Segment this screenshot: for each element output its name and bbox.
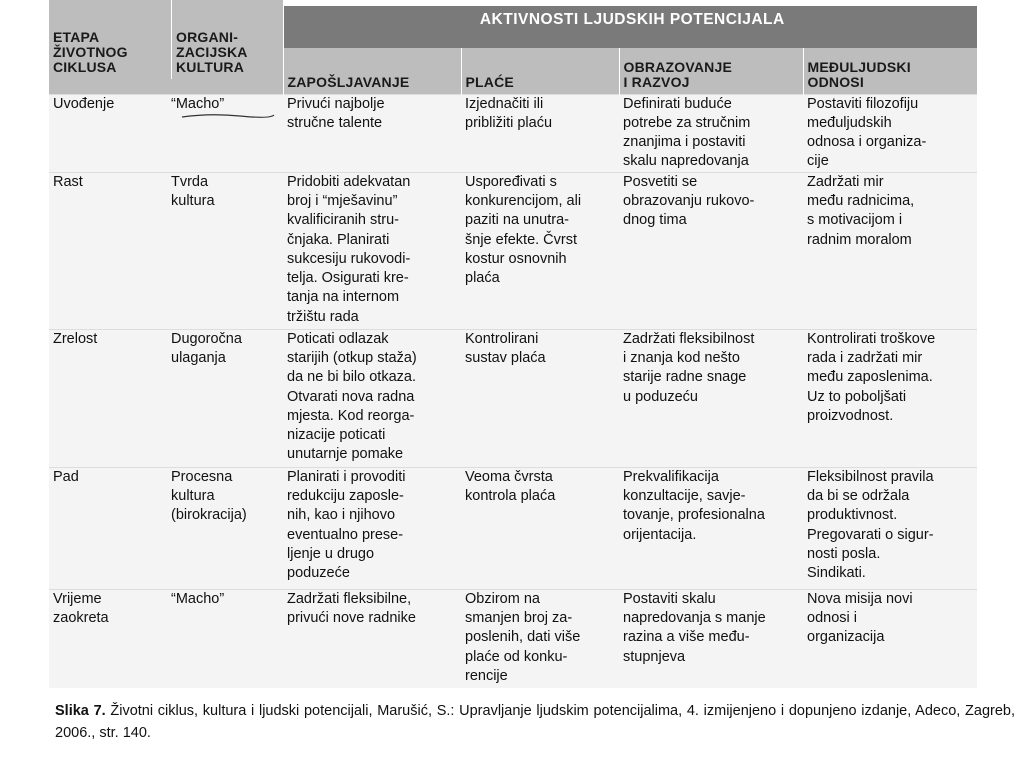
cell-stage: Zrelost — [53, 330, 98, 347]
cell-salaries: Uspoređivati s konkurencijom, ali paziti na unutra- šnje efekte. Čvrst kostur osnovnih plaća — [465, 173, 582, 287]
figure-caption — [55, 700, 1015, 744]
cell-relations: Kontrolirati troškove rada i zadržati mir među zaposlenima. Uz to poboljšati proizvodnost. — [807, 330, 936, 424]
cell-relations: Fleksibilnost pravila da bi se održala produktivnost. Pregovarati o sigur- nosti posla. Sindikati. — [807, 468, 934, 582]
header-stage: ETAPA ŽIVOTNOG CIKLUSA — [49, 0, 172, 79]
header-culture: ORGANI- ZACIJSKA KULTURA — [172, 0, 283, 79]
cell-relations: Nova misija novi odnosi i organizacija — [807, 590, 913, 646]
caption-text: Životni ciklus, kultura i ljudski potencijali, Marušić, S.: Upravljanje ljudskim potencijalima, 4. izmijenjeno i dopunjeno izdanje, Adeco, Zagreb, 2006., str. 140. — [55, 703, 1015, 741]
pen-underline-mark — [180, 112, 276, 120]
table-row — [49, 94, 977, 172]
cell-employment: Zadržati fleksibilne, privući nove radnike — [287, 590, 416, 626]
hr-activities-table — [49, 6, 978, 688]
header-relations: MEĐULJUDSKI ODNOSI — [803, 48, 977, 94]
cell-education: Prekvalifikacija konzultacije, savje- tovanje, profesionalna orijentacija. — [623, 468, 765, 543]
header-salaries: PLAĆE — [461, 48, 619, 94]
cell-salaries: Veoma čvrsta kontrola plaća — [465, 468, 556, 504]
table-row — [49, 467, 977, 589]
cell-salaries: Obzirom na smanjen broj za- poslenih, dati više plaće od konku- rencije — [465, 590, 581, 684]
cell-employment: Planirati i provoditi redukciju zaposle- nih, kao i njihovo eventualno prese- ljenje u drugo poduzeće — [287, 468, 406, 582]
cell-stage: Uvođenje — [53, 95, 115, 112]
cell-salaries: Izjednačiti ili približiti plaću — [465, 95, 553, 131]
caption-label: Slika 7. — [55, 703, 106, 719]
cell-stage: Pad — [53, 468, 79, 485]
cell-employment: Privući najbolje stručne talente — [287, 95, 385, 131]
cell-culture: Procesna kultura (birokracija) — [171, 468, 247, 524]
table-row — [49, 172, 977, 329]
cell-culture: Tvrda kultura — [171, 173, 215, 209]
table-row — [49, 329, 977, 467]
cell-relations: Zadržati mir među radnicima, s motivacijom i radnim moralom — [807, 173, 915, 248]
cell-stage: Vrijeme zaokreta — [53, 590, 109, 626]
cell-stage: Rast — [53, 173, 83, 190]
cell-employment: Pridobiti adekvatan broj i “mješavinu” kvalificiranih stru- čnjaka. Planirati sukcesiju rukovodi- telja. Osigurati kre- tanja na internom tržištu rada — [287, 173, 411, 325]
cell-education: Postaviti skalu napredovanja s manje razina a više među- stupnjeva — [623, 590, 766, 665]
cell-culture: “Macho” — [171, 590, 225, 607]
cell-education: Posvetiti se obrazovanju rukovo- dnog tima — [623, 173, 755, 229]
header-employment: ZAPOŠLJAVANJE — [283, 48, 461, 94]
header-education: OBRAZOVANJE I RAZVOJ — [619, 48, 803, 94]
cell-employment: Poticati odlazak starijih (otkup staža) da ne bi bilo otkaza. Otvarati nova radna mjesta. Kod reorga- nizacije poticati unutarnje pomake — [287, 330, 417, 463]
cell-education: Zadržati fleksibilnost i znanja kod nešto starije radne snage u poduzeću — [623, 330, 755, 405]
header-band-title: AKTIVNOSTI LJUDSKIH POTENCIJALA — [283, 6, 977, 48]
cell-culture: “Macho” — [171, 95, 225, 112]
cell-culture: Dugoročna ulaganja — [171, 330, 242, 366]
cell-relations: Postaviti filozofiju međuljudskih odnosa i organiza- cije — [807, 95, 927, 170]
cell-salaries: Kontrolirani sustav plaća — [465, 330, 546, 366]
cell-education: Definirati buduće potrebe za stručnim znanjima i postaviti skalu napredovanja — [623, 95, 751, 170]
header-left-block — [49, 6, 283, 94]
table-row — [49, 589, 977, 688]
